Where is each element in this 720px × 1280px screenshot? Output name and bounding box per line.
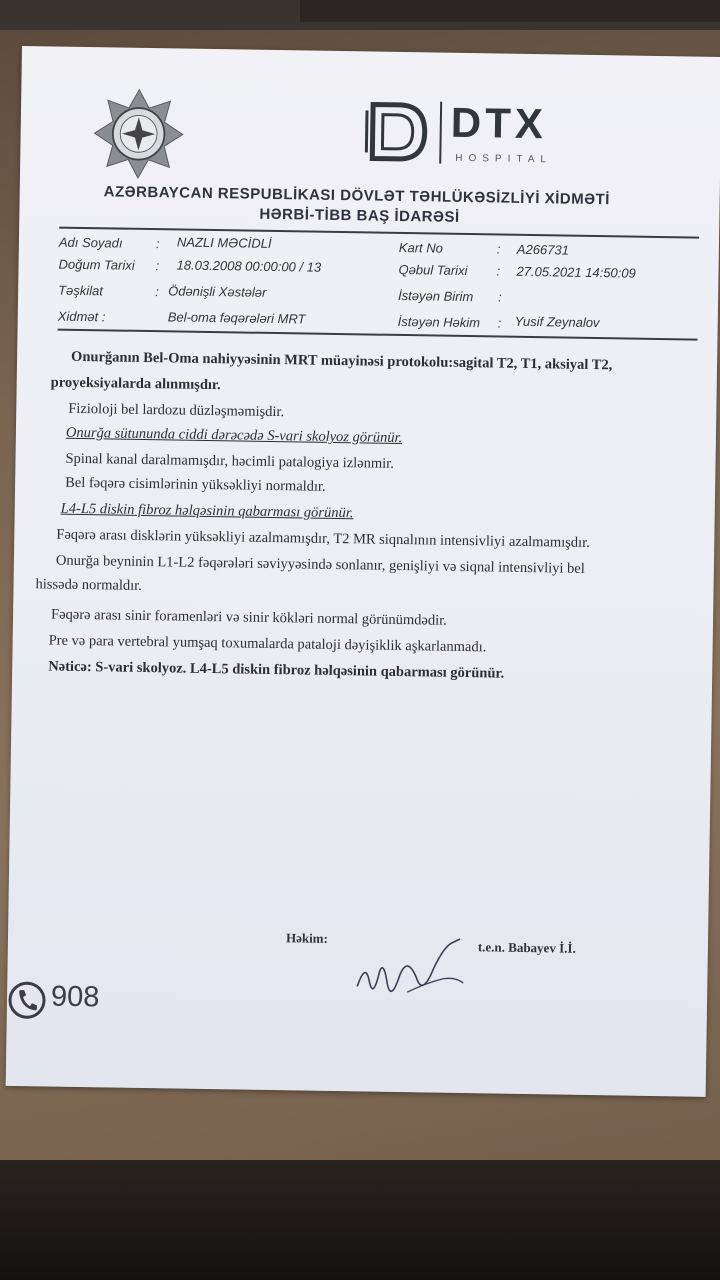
report-intro-line1: Onurğanın Bel-Oma nahiyyəsinin MRT müayinəsi protokolu:sagital T2, T1, aksiyal T2, <box>70 348 613 374</box>
requesting-unit-separator: : <box>497 289 502 305</box>
header-rule-bottom <box>58 329 698 341</box>
background-top-object <box>300 0 720 22</box>
finding-lordosis: Fizioloji bel lardozu düzləşməmişdir. <box>68 400 285 421</box>
institution-title: AZƏRBAYCAN RESPUBLİKASI DÖVLƏT TƏHLÜKƏSİZLİYİ XİDMƏTİ <box>103 183 611 209</box>
doctor-signature-icon <box>347 931 478 1013</box>
finding-disc-bulge: L4-L5 diskin fibroz həlqəsinin qabarması görünür. <box>60 500 354 522</box>
finding-vertebral-height: Bel fəqərə cisimlərinin yüksəkliyi normaldır. <box>65 474 326 495</box>
finding-soft-tissue: Pre və para vertebral yumşaq toxumalarda pataloji dəyişiklik aşkarlanmadı. <box>48 632 487 656</box>
finding-spinal-cord-line2: hissədə normaldır. <box>35 576 142 594</box>
finding-spinal-canal: Spinal kanal daralmamışdır, həcimli patalogiya izlənmir. <box>65 450 395 472</box>
requesting-doctor-value: Yusif Zeynalov <box>514 313 600 331</box>
document-page <box>6 46 720 1097</box>
report-intro-line2: proyeksiyalarda alınmışdır. <box>50 374 221 394</box>
admission-separator: : <box>496 263 501 279</box>
organization-separator: : <box>155 284 159 300</box>
card-label: Kart No <box>398 239 444 256</box>
organization-value: Ödənişli Xəstələr <box>168 283 267 300</box>
finding-spinal-cord-line1: Onurğa beyninin L1-L2 fəqərələri səviyyəsində sonlanır, genişliyi və siqnal intensivliyi bel <box>55 552 585 577</box>
requesting-doctor-separator: : <box>497 315 502 331</box>
name-label: Adı Soyadı <box>58 234 123 251</box>
department-title: HƏRBİ-TİBB BAŞ İDARƏSİ <box>259 205 460 226</box>
admission-value: 27.05.2021 14:50:09 <box>516 263 636 281</box>
organization-label: Təşkilat <box>58 282 104 299</box>
finding-scoliosis: Onurğa sütununda ciddi dərəcədə S-vari skolyoz görünür. <box>65 424 403 447</box>
service-value: Bel-oma fəqərələri MRT <box>167 309 306 327</box>
dob-value: 18.03.2008 00:00:00 / 13 <box>176 257 322 275</box>
logo-name: DTX <box>450 98 548 148</box>
doctor-name: t.e.n. Babayev İ.İ. <box>477 939 576 956</box>
finding-intervertebral-discs: Fəqərə arası disklərin yüksəkliyi azalmamışdır, T2 MR siqnalının intensivliyi azalmamışdır. <box>56 526 590 551</box>
state-security-emblem-icon <box>92 87 185 180</box>
card-value: A266731 <box>516 241 570 258</box>
admission-label: Qəbul Tarixi <box>398 261 468 279</box>
service-label: Xidmət : <box>57 308 106 325</box>
doctor-label: Həkim: <box>285 930 329 946</box>
dob-separator: : <box>155 258 160 274</box>
hotline-number: 908 <box>50 980 100 1014</box>
requesting-doctor-label: İstəyən Həkim <box>397 313 481 331</box>
name-separator: : <box>155 236 160 252</box>
finding-foramina: Fəqərə arası sinir foramenləri və sinir kökləri normal görünümdədir. <box>50 606 447 629</box>
background-bottom <box>0 1160 720 1280</box>
dob-label: Doğum Tarixi <box>58 256 135 273</box>
logo-subtitle: HOSPITAL <box>455 152 553 166</box>
card-separator: : <box>496 241 501 257</box>
report-conclusion: Nəticə: S-vari skolyoz. L4-L5 diskin fibroz həlqəsinin qabarması görünür. <box>48 658 505 682</box>
requesting-unit-label: İstəyən Birim <box>398 287 474 305</box>
name-value: NAZLI MƏCİDLİ <box>176 234 272 251</box>
